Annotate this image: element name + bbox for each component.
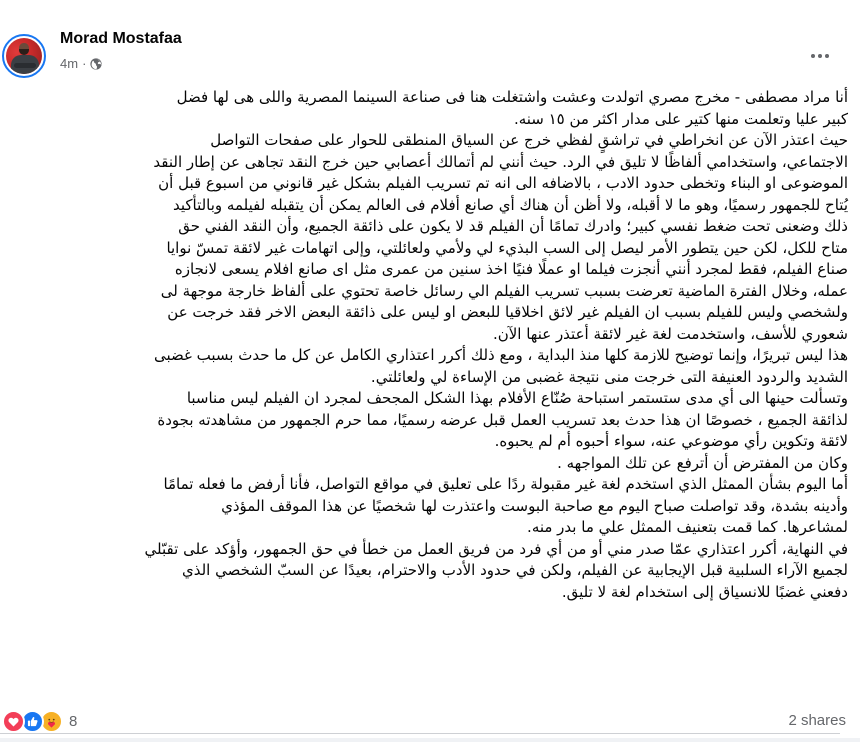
meta-separator: · xyxy=(82,56,87,71)
globe-icon[interactable] xyxy=(90,58,102,70)
body-line: الشديد والردود العنيفة التى خرجت منى نتيجة غضبى من الإساءة لي ولعائلتي. xyxy=(370,367,848,386)
more-horizontal-icon xyxy=(811,54,815,58)
reactions-summary[interactable] xyxy=(2,710,77,733)
body-line: الاجتماعي، واستخدامي ألفاظًا لا تليق في الرد. حيث أنني لم أتمالك أعصابي حين خرج النقد تجاهى عن إطار النقد xyxy=(153,152,848,171)
body-line: ذلك وضعنى تحت ضغط نفسي كبير؛ وادرك تمامًا أن الفيلم قد لا يكون على ذائقة الجميع، وأن النقد الفني حق xyxy=(178,217,848,235)
post-body xyxy=(0,87,858,603)
more-options-button[interactable] xyxy=(802,38,838,74)
body-line: لمشاعرها. كما قمت بتعنيف الممثل علي ما بدر منه. xyxy=(527,518,848,536)
body-line: متاح للكل، لكن حين يتطور الأمر ليصل إلى السب البذيء لي ولأمي ولعائلتي، وإلى اتهامات غير لائقة تمسّ نوايا xyxy=(166,238,848,257)
avatar[interactable] xyxy=(2,34,46,78)
author-name[interactable]: Morad Mostafaa xyxy=(60,30,182,47)
post-header xyxy=(0,26,860,86)
body-line: عمله، وخلال الفترة الماضية تعرضت بسبب تسريب الفيلم الي رسائل خاصة تحتوي على ألفاظ خارجة موجهة لى xyxy=(160,281,848,300)
body-line: يُتاح للجمهور رسميًا، وهو ما لا أقبله، ولا أظن أن هناك أي صانع أفلام فى العالم يمكن أن يتقبله لفيلمه وبالتأكيد xyxy=(172,195,848,214)
shares-count[interactable]: 2 shares xyxy=(788,712,846,729)
section-separator xyxy=(0,738,860,742)
body-line: وتسألت حينها الى أي مدى ستستمر استباحة صُنّاع الأفلام بهذا الشكل المجحف لمجرد ان الفيلم ليس مناسبا xyxy=(186,389,848,407)
avatar-image xyxy=(6,38,42,74)
body-line: شعوري للأسف، واستخدمت لغة غير لائقة أعتذر عنها الآن. xyxy=(492,324,848,343)
body-line: وأدينه بشدة، وقد تواصلت صباح اليوم مع صاحبة البوست واعتذرت لها شخصيًا عن هذا الموقف المؤذي xyxy=(221,496,848,515)
body-line: الموضوعى او البناء وتخطى حدود الادب ، بالاضافه الى انه تم تسريب الفيلم بشكل غير قانوني من اسبوع قبل أن xyxy=(158,174,848,192)
timestamp[interactable]: 4m xyxy=(60,56,79,71)
post-footer xyxy=(0,706,860,742)
footer-divider xyxy=(0,733,840,734)
body-line: هذا ليس تبريرًا، وإنما توضيح للازمة كلها منذ البداية ، ومع ذلك أكرر اعتذاري الكامل عن كل ما حدث بسبب غضبى xyxy=(154,346,848,364)
body-line: لذائقة الجميع ، خصوصًا ان هذا حدث بعد تسريب العمل قبل عرضه رسميًا، مما حرم الجمهور من مشاهدته بجودة xyxy=(157,410,848,429)
body-line: كبير عليا وتعلمت منها كتير على مدار اكثر من ١٥ سنه. xyxy=(513,109,848,128)
body-line: وكان من المفترض أن أترفع عن تلك المواجهه . xyxy=(557,453,848,472)
body-line: في النهاية، أكرر اعتذاري عمّا صدر مني أو من أي فرد من فريق العمل من خطأ في حق الجمهور، وأؤكد على تقبّلي xyxy=(144,539,848,558)
reaction-count: 8 xyxy=(69,713,78,730)
body-line: حيث اعتذر الآن عن انخراطي في تراشقٍ لفظي خرج عن السياق المنطقى للحوار على صفحات التواصل xyxy=(210,131,848,149)
body-line: دفعني غضبًا للانسياق إلى استخدام لغة لا تليق. xyxy=(561,582,848,601)
body-line: ولشخصي وليس للفيلم بسبب ان الفيلم غير لائق اخلاقيا للبعض او ليس على ذائقة البعض الاخر فقد خرجت عن xyxy=(167,303,848,321)
heart-reaction-icon xyxy=(2,710,25,733)
body-line: أما اليوم بشأن الممثل الذي استخدم لغة غير مقبولة ردًا على تعليق في مواقع التواصل، فأنا أرفض ما فعله تمامًا xyxy=(163,475,848,493)
body-line: أنا مراد مصطفى - مخرج مصري اتولدت وعشت واشتغلت هنا فى صناعة السينما المصرية واللى هى لها فضل xyxy=(176,88,848,106)
body-line: صناع الفيلم، فقط لمجرد أنني أنجزت فيلما او عملًا فنيًا اخذ سنين من عمرى مثل اى صانع افلام يسعى لانجازه xyxy=(174,260,848,278)
body-line: لجميع الآراء السلبية قبل الإيجابية عن الفيلم، ولكن في حدود الأدب والاحترام، بعيدًا عن السبّ الشخصي الذي xyxy=(181,561,848,579)
body-line: لائقة وتكوين رأي موضوعي عنه، سواء أحبوه أم لم يحبوه. xyxy=(494,432,848,450)
post-meta xyxy=(60,56,102,71)
